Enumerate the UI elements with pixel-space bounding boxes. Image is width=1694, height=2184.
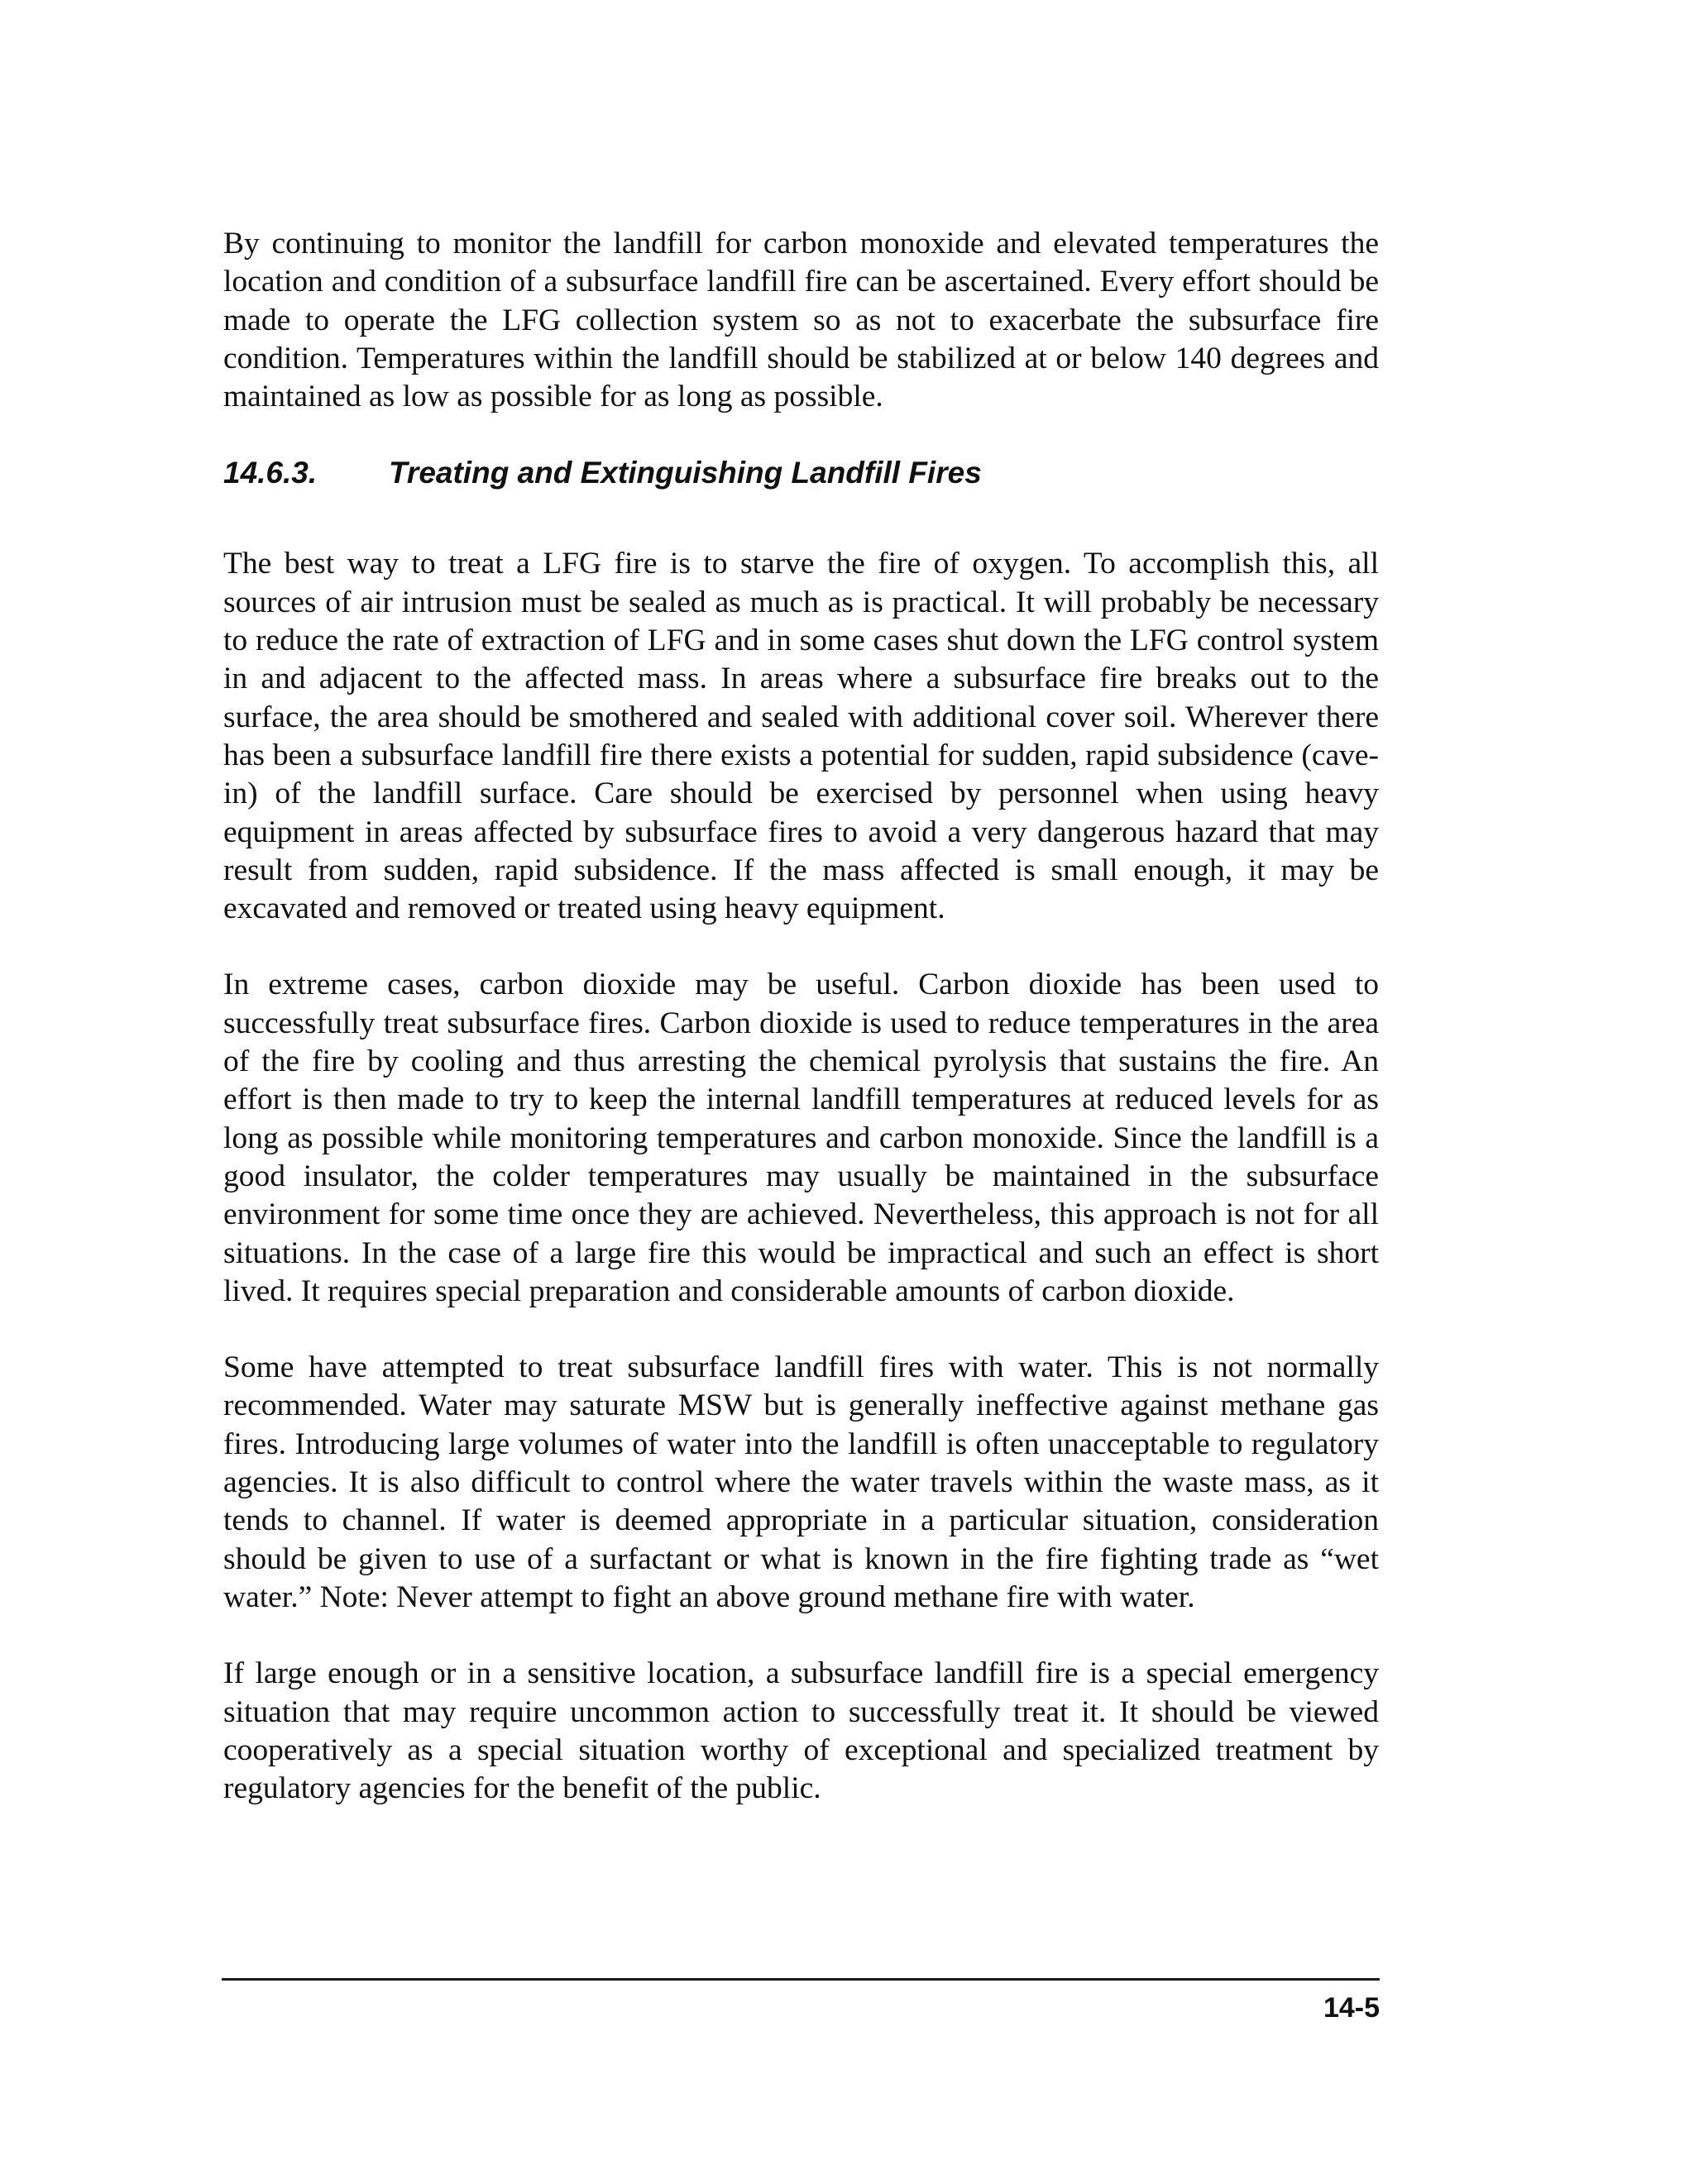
paragraph-monitoring: By continuing to monitor the landfill for carbon monoxide and elevated temperatures the location and condition of a subsurface landfill fire can be ascertained. Every effort should be made to operate the LFG collection system so as not to exacerbate the subsurface fire condition. Temperatures within the landfill should be stabilized at or below 140 degrees and maintained as low as possible for as long as possible. [223,227,1379,414]
paragraph-carbon-dioxide: In extreme cases, carbon dioxide may be useful. Carbon dioxide has been used to successfully treat subsurface fires. Carbon dioxide is used to reduce temperatures in the area of the fire by cooling and thus arresting the chemical pyrolysis that sustains the fire. An effort is then made to try to keep the internal landfill temperatures at reduced levels for as long as possible while monitoring temperatures and carbon monoxide. Since the landfill is a good insulator, the colder temperatures may usually be maintained in the subsurface environment for some time once they are achieved. Nevertheless, this approach is not for all situations. In the case of a large fire this would be impractical and such an effect is short lived. It requires special preparation and considerable amounts of carbon dioxide. [223,968,1379,1308]
paragraph-water: Some have attempted to treat subsurface landfill fires with water. This is not normally recommended. Water may saturate MSW but is generally ineffective against methane gas fires. Introducing large volumes of water into the landfill is often unacceptable to regulatory agencies. It is also difficult to control where the water travels within the waste mass, as it tends to channel. If water is deemed appropriate in a particular situation, consideration should be given to use of a surfactant or what is known in the fire fighting trade as “wet water.” Note: Never attempt to fight an above ground methane fire with water. [223,1350,1379,1614]
body-text [223,225,1379,1808]
section-heading [223,454,1379,492]
page-number: 14-5 [1323,1992,1380,2024]
section-title: Treating and Extinguishing Landfill Fires [389,456,982,490]
footer-divider [222,1978,1380,1981]
section-number: 14.6.3. [223,456,318,490]
paragraph-special-emergency: If large enough or in a sensitive location, a subsurface landfill fire is a special emergency situation that may require uncommon action to successfully treat it. It should be viewed cooperatively as a special situation worthy of exceptional and specialized treatment by regulatory agencies for the benefit of the public. [223,1656,1379,1806]
paragraph-starve-oxygen: The best way to treat a LFG fire is to starve the fire of oxygen. To accomplish this, all sources of air intrusion must be sealed as much as is practical. It will probably be necessary to reduce the rate of extraction of LFG and in some cases shut down the LFG control system in and adjacent to the affected mass. In areas where a subsurface fire breaks out to the surface, the area should be smothered and sealed with additional cover soil. Wherever there has been a subsurface landfill fire there exists a potential for sudden, rapid subsidence (cave-in) of the landfill surface. Care should be exercised by personnel when using heavy equipment in areas affected by subsurface fires to avoid a very dangerous hazard that may result from sudden, rapid subsidence. If the mass affected is small enough, it may be excavated and removed or treated using heavy equipment. [223,547,1379,926]
